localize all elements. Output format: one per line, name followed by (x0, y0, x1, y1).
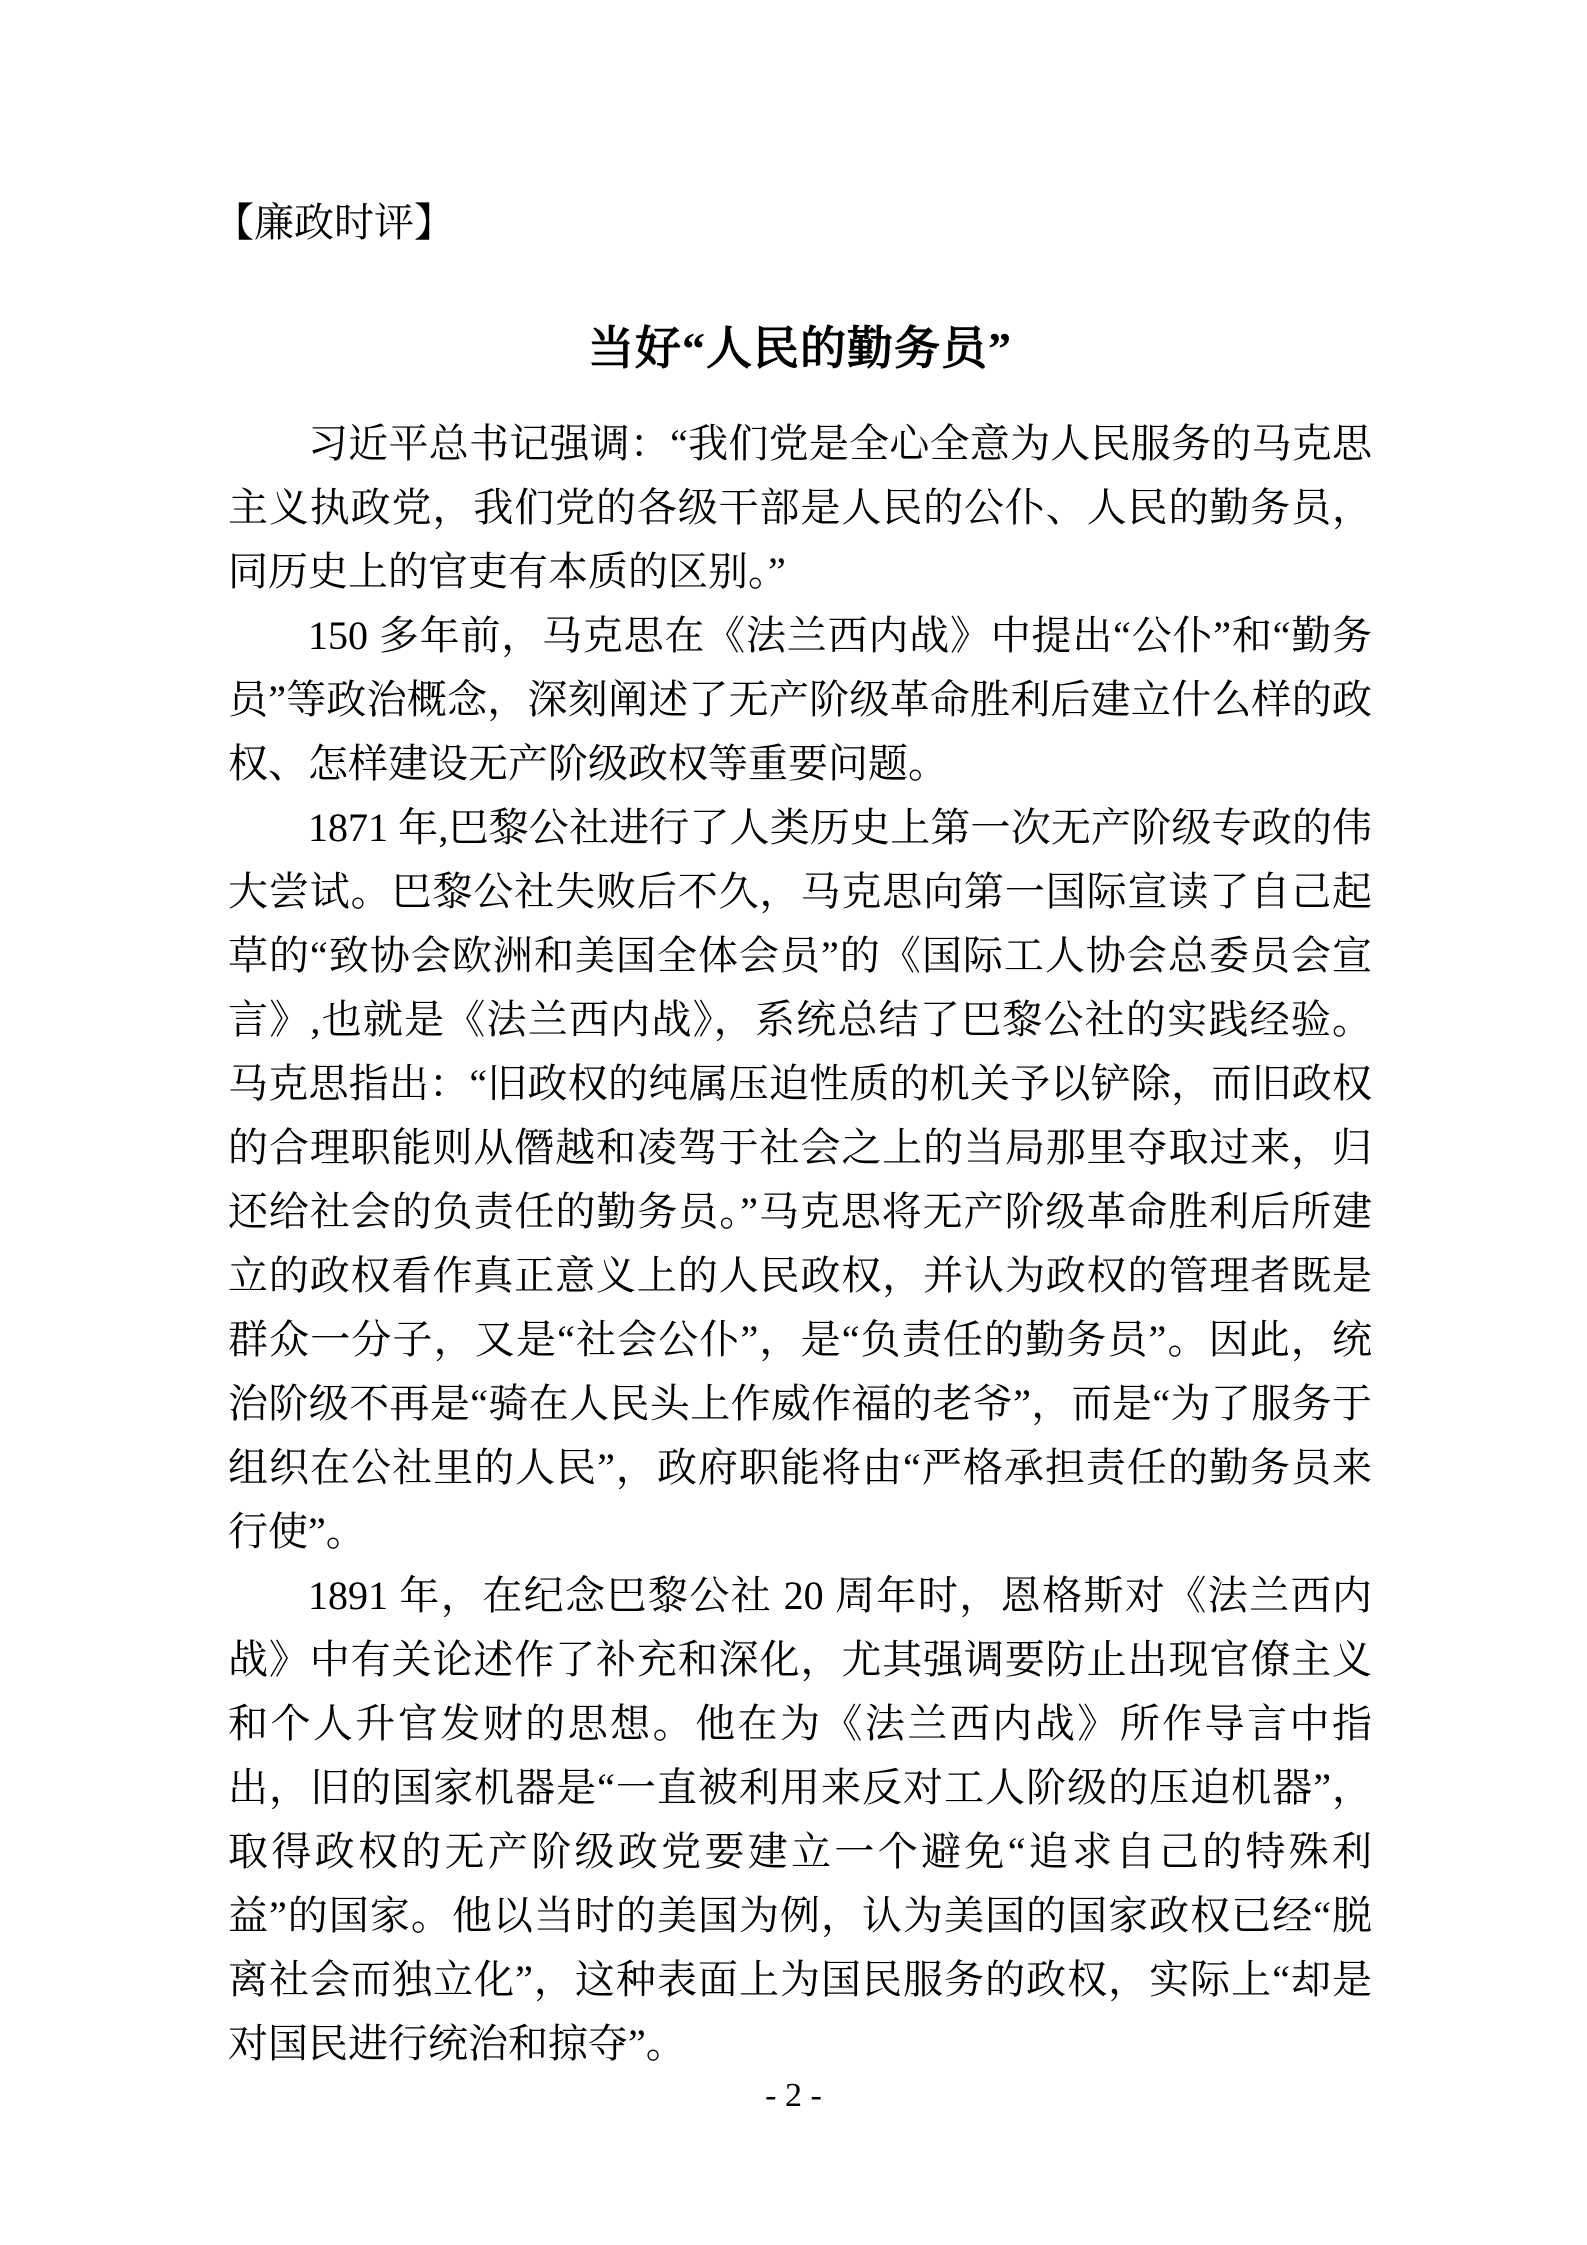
page-title: 当好“人民的勤务员” (588, 323, 1012, 374)
paragraph-1: 习近平总书记强调：“我们党是全心全意为人民服务的马克思主义执政党，我们党的各级干部是人民的公仆、人民的勤务员，同历史上的官吏有本质的区别。” (228, 420, 1372, 594)
article-body (228, 412, 1372, 2076)
paragraph-3: 1871 年,巴黎公社进行了人类历史上第一次无产阶级专政的伟大尝试。巴黎公社失败后不久，马克思向第一国际宣读了自己起草的“致协会欧洲和美国全体会员”的《国际工人协会总委员会宣言》,也就是《法兰西内战》，系统总结了巴黎公社的实践经验。马克思指出：“旧政权的纯属压迫性质的机关予以铲除，而旧政权的合理职能则从僭越和凌驾于社会之上的当局那里夺取过来，归还给社会的负责任的勤务员。”马克思将无产阶级革命胜利后所建立的政权看作真正意义上的人民政权，并认为政权的管理者既是群众一分子，又是“社会公仆”，是“负责任的勤务员”。因此，统治阶级不再是“骑在人民头上作威作福的老爷”，而是“为了服务于组织在公社里的人民”，政府职能将由“严格承担责任的勤务员来行使”。 (228, 804, 1372, 1554)
paragraph-2: 150 多年前，马克思在《法兰西内战》中提出“公仆”和“勤务员”等政治概念，深刻阐述了无产阶级革命胜利后建立什么样的政权、怎样建设无产阶级政权等重要问题。 (228, 612, 1372, 786)
paragraph-4: 1891 年，在纪念巴黎公社 20 周年时，恩格斯对《法兰西内战》中有关论述作了补充和深化，尤其强调要防止出现官僚主义和个人升官发财的思想。他在为《法兰西内战》所作导言中指出，旧的国家机器是“一直被利用来反对工人阶级的压迫机器”，取得政权的无产阶级政党要建立一个避免“追求自己的特殊利益”的国家。他以当时的美国为例，认为美国的国家政权已经“脱离社会而独立化”，这种表面上为国民服务的政权，实际上“却是对国民进行统治和掠夺”。 (228, 1572, 1372, 2066)
page-content (214, 191, 1372, 2076)
section-label: 【廉政时评】 (214, 200, 454, 245)
page-number: - 2 - (765, 2077, 822, 2114)
